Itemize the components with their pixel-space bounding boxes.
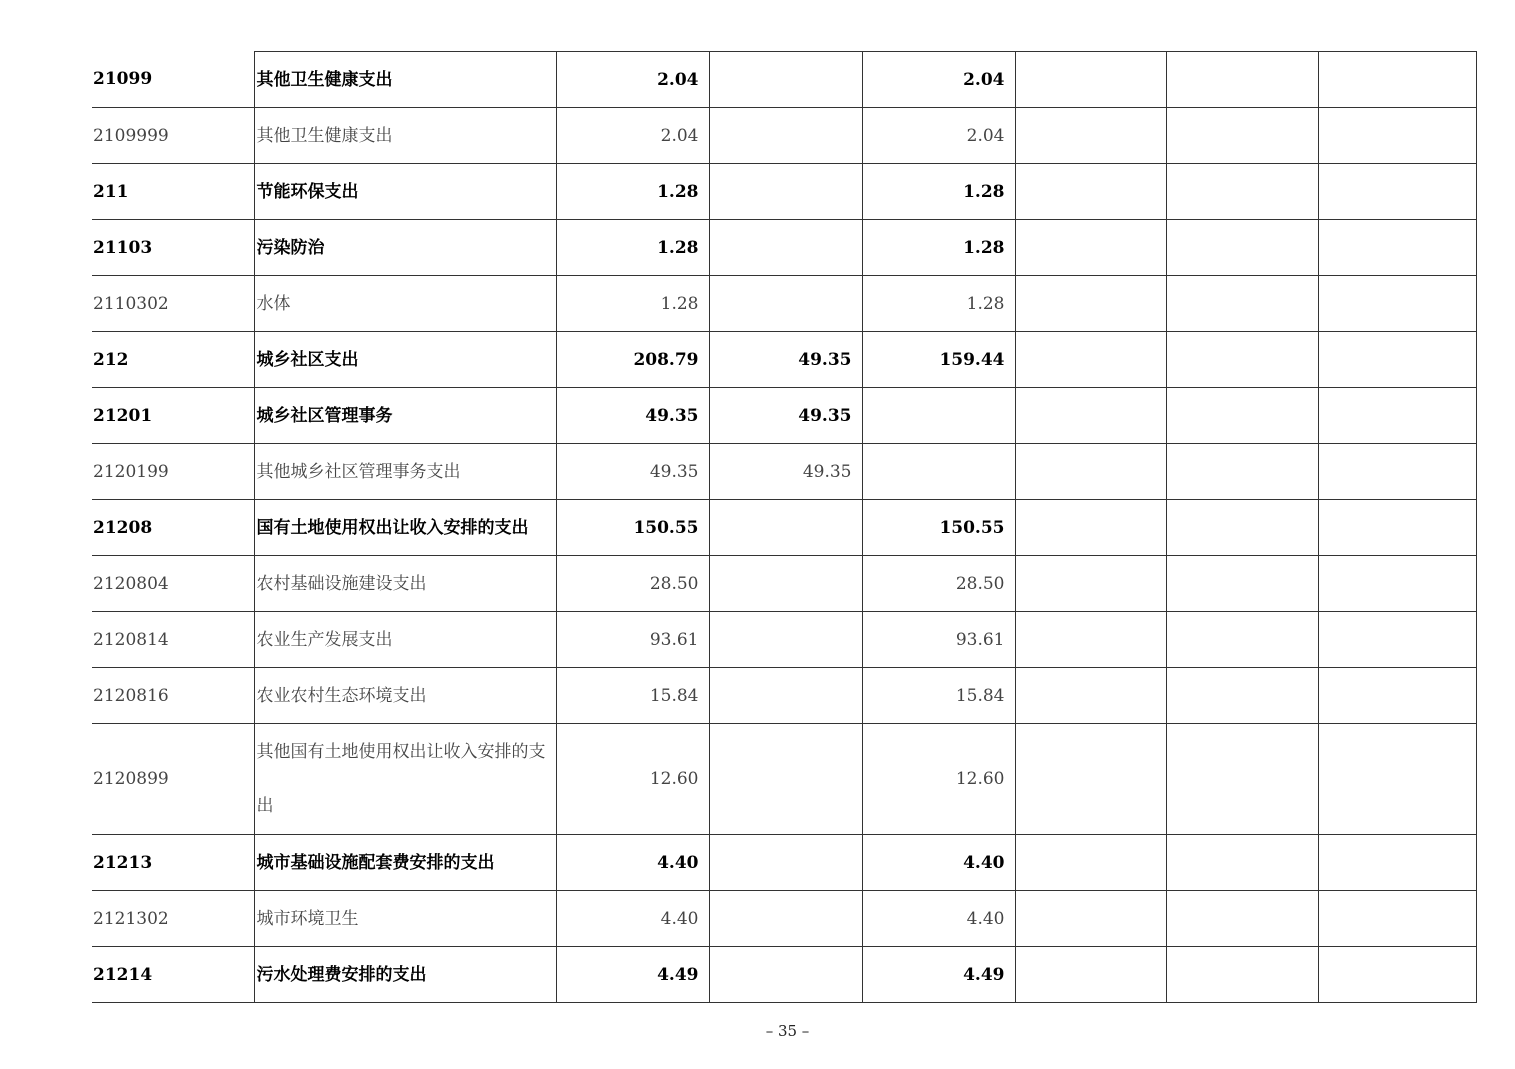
amount-column-5-cell [1166,388,1318,444]
budget-table [92,51,1477,1003]
amount-column-6-cell [1318,332,1476,388]
total-amount-cell: 208.79 [556,332,709,388]
amount-column-4-cell [1015,332,1166,388]
account-name-cell: 城乡社区支出 [254,332,556,388]
total-amount-cell: 4.49 [556,947,709,1003]
amount-column-5-cell [1166,332,1318,388]
project-expenditure-cell: 15.84 [862,668,1015,724]
table-row [92,164,1476,220]
basic-expenditure-cell: 49.35 [709,444,862,500]
total-amount-cell: 1.28 [556,164,709,220]
account-code-cell: 2120814 [92,612,254,668]
total-amount-cell: 150.55 [556,500,709,556]
account-code-cell: 2110302 [92,276,254,332]
table-row [92,947,1476,1003]
table-row [92,52,1476,108]
amount-column-4-cell [1015,388,1166,444]
amount-column-4-cell [1015,668,1166,724]
amount-column-4-cell [1015,444,1166,500]
total-amount-cell: 1.28 [556,276,709,332]
amount-column-6-cell [1318,612,1476,668]
account-name-cell: 其他卫生健康支出 [254,52,556,108]
account-name-cell: 其他卫生健康支出 [254,108,556,164]
amount-column-5-cell [1166,108,1318,164]
account-name-cell: 农业生产发展支出 [254,612,556,668]
basic-expenditure-cell [709,835,862,891]
basic-expenditure-cell: 49.35 [709,388,862,444]
amount-column-5-cell [1166,52,1318,108]
account-name-cell: 其他国有土地使用权出让收入安排的支出 [254,724,556,835]
table-row [92,388,1476,444]
basic-expenditure-cell [709,724,862,835]
project-expenditure-cell: 4.40 [862,835,1015,891]
total-amount-cell: 2.04 [556,108,709,164]
amount-column-6-cell [1318,220,1476,276]
table-row [92,332,1476,388]
amount-column-5-cell [1166,276,1318,332]
amount-column-6-cell [1318,108,1476,164]
table-row [92,835,1476,891]
project-expenditure-cell: 2.04 [862,52,1015,108]
project-expenditure-cell: 12.60 [862,724,1015,835]
account-name-cell: 农业农村生态环境支出 [254,668,556,724]
amount-column-5-cell [1166,556,1318,612]
amount-column-4-cell [1015,891,1166,947]
account-name-cell: 污染防治 [254,220,556,276]
project-expenditure-cell: 159.44 [862,332,1015,388]
amount-column-5-cell [1166,444,1318,500]
amount-column-4-cell [1015,52,1166,108]
amount-column-4-cell [1015,947,1166,1003]
total-amount-cell: 15.84 [556,668,709,724]
table-row [92,612,1476,668]
amount-column-4-cell [1015,556,1166,612]
table-row [92,444,1476,500]
amount-column-6-cell [1318,556,1476,612]
account-name-cell: 其他城乡社区管理事务支出 [254,444,556,500]
amount-column-6-cell [1318,668,1476,724]
amount-column-4-cell [1015,500,1166,556]
project-expenditure-cell: 1.28 [862,276,1015,332]
amount-column-6-cell [1318,52,1476,108]
basic-expenditure-cell [709,500,862,556]
account-code-cell: 21214 [92,947,254,1003]
account-code-cell: 212 [92,332,254,388]
total-amount-cell: 49.35 [556,444,709,500]
amount-column-6-cell [1318,500,1476,556]
amount-column-4-cell [1015,108,1166,164]
amount-column-6-cell [1318,891,1476,947]
project-expenditure-cell: 4.40 [862,891,1015,947]
total-amount-cell: 93.61 [556,612,709,668]
account-code-cell: 2120199 [92,444,254,500]
total-amount-cell: 28.50 [556,556,709,612]
project-expenditure-cell: 150.55 [862,500,1015,556]
total-amount-cell: 49.35 [556,388,709,444]
amount-column-6-cell [1318,276,1476,332]
basic-expenditure-cell [709,276,862,332]
amount-column-5-cell [1166,891,1318,947]
basic-expenditure-cell [709,891,862,947]
table-row [92,556,1476,612]
amount-column-6-cell [1318,724,1476,835]
amount-column-5-cell [1166,220,1318,276]
basic-expenditure-cell [709,52,862,108]
account-name-cell: 污水处理费安排的支出 [254,947,556,1003]
amount-column-5-cell [1166,612,1318,668]
amount-column-6-cell [1318,444,1476,500]
account-name-cell: 节能环保支出 [254,164,556,220]
account-name-cell: 农村基础设施建设支出 [254,556,556,612]
account-code-cell: 21201 [92,388,254,444]
total-amount-cell: 12.60 [556,724,709,835]
amount-column-6-cell [1318,388,1476,444]
basic-expenditure-cell [709,220,862,276]
account-code-cell: 2109999 [92,108,254,164]
project-expenditure-cell: 4.49 [862,947,1015,1003]
table-row [92,724,1476,835]
project-expenditure-cell [862,388,1015,444]
project-expenditure-cell [862,444,1015,500]
total-amount-cell: 2.04 [556,52,709,108]
amount-column-5-cell [1166,947,1318,1003]
basic-expenditure-cell [709,668,862,724]
account-code-cell: 211 [92,164,254,220]
account-code-cell: 21213 [92,835,254,891]
account-name-cell: 城市环境卫生 [254,891,556,947]
table-row [92,108,1476,164]
amount-column-6-cell [1318,947,1476,1003]
amount-column-5-cell [1166,500,1318,556]
project-expenditure-cell: 93.61 [862,612,1015,668]
table-row [92,276,1476,332]
table-row [92,220,1476,276]
table-row [92,668,1476,724]
table-row [92,500,1476,556]
amount-column-4-cell [1015,164,1166,220]
account-name-cell: 城市基础设施配套费安排的支出 [254,835,556,891]
amount-column-5-cell [1166,668,1318,724]
account-name-cell: 国有土地使用权出让收入安排的支出 [254,500,556,556]
total-amount-cell: 4.40 [556,835,709,891]
total-amount-cell: 1.28 [556,220,709,276]
amount-column-4-cell [1015,835,1166,891]
basic-expenditure-cell [709,947,862,1003]
project-expenditure-cell: 1.28 [862,220,1015,276]
amount-column-4-cell [1015,612,1166,668]
account-code-cell: 2120804 [92,556,254,612]
basic-expenditure-cell [709,164,862,220]
amount-column-5-cell [1166,164,1318,220]
account-code-cell: 2120899 [92,724,254,835]
account-code-cell: 21208 [92,500,254,556]
account-code-cell: 2120816 [92,668,254,724]
account-name-cell: 城乡社区管理事务 [254,388,556,444]
amount-column-4-cell [1015,724,1166,835]
total-amount-cell: 4.40 [556,891,709,947]
project-expenditure-cell: 28.50 [862,556,1015,612]
table-row [92,891,1476,947]
amount-column-6-cell [1318,164,1476,220]
project-expenditure-cell: 2.04 [862,108,1015,164]
page-number: – 35 – [765,1022,810,1040]
basic-expenditure-cell: 49.35 [709,332,862,388]
account-code-cell: 2121302 [92,891,254,947]
amount-column-5-cell [1166,835,1318,891]
amount-column-6-cell [1318,835,1476,891]
amount-column-4-cell [1015,276,1166,332]
basic-expenditure-cell [709,612,862,668]
amount-column-4-cell [1015,220,1166,276]
account-code-cell: 21099 [92,52,254,108]
basic-expenditure-cell [709,556,862,612]
amount-column-5-cell [1166,724,1318,835]
basic-expenditure-cell [709,108,862,164]
account-code-cell: 21103 [92,220,254,276]
project-expenditure-cell: 1.28 [862,164,1015,220]
budget-table-body [92,52,1476,1003]
account-name-cell: 水体 [254,276,556,332]
